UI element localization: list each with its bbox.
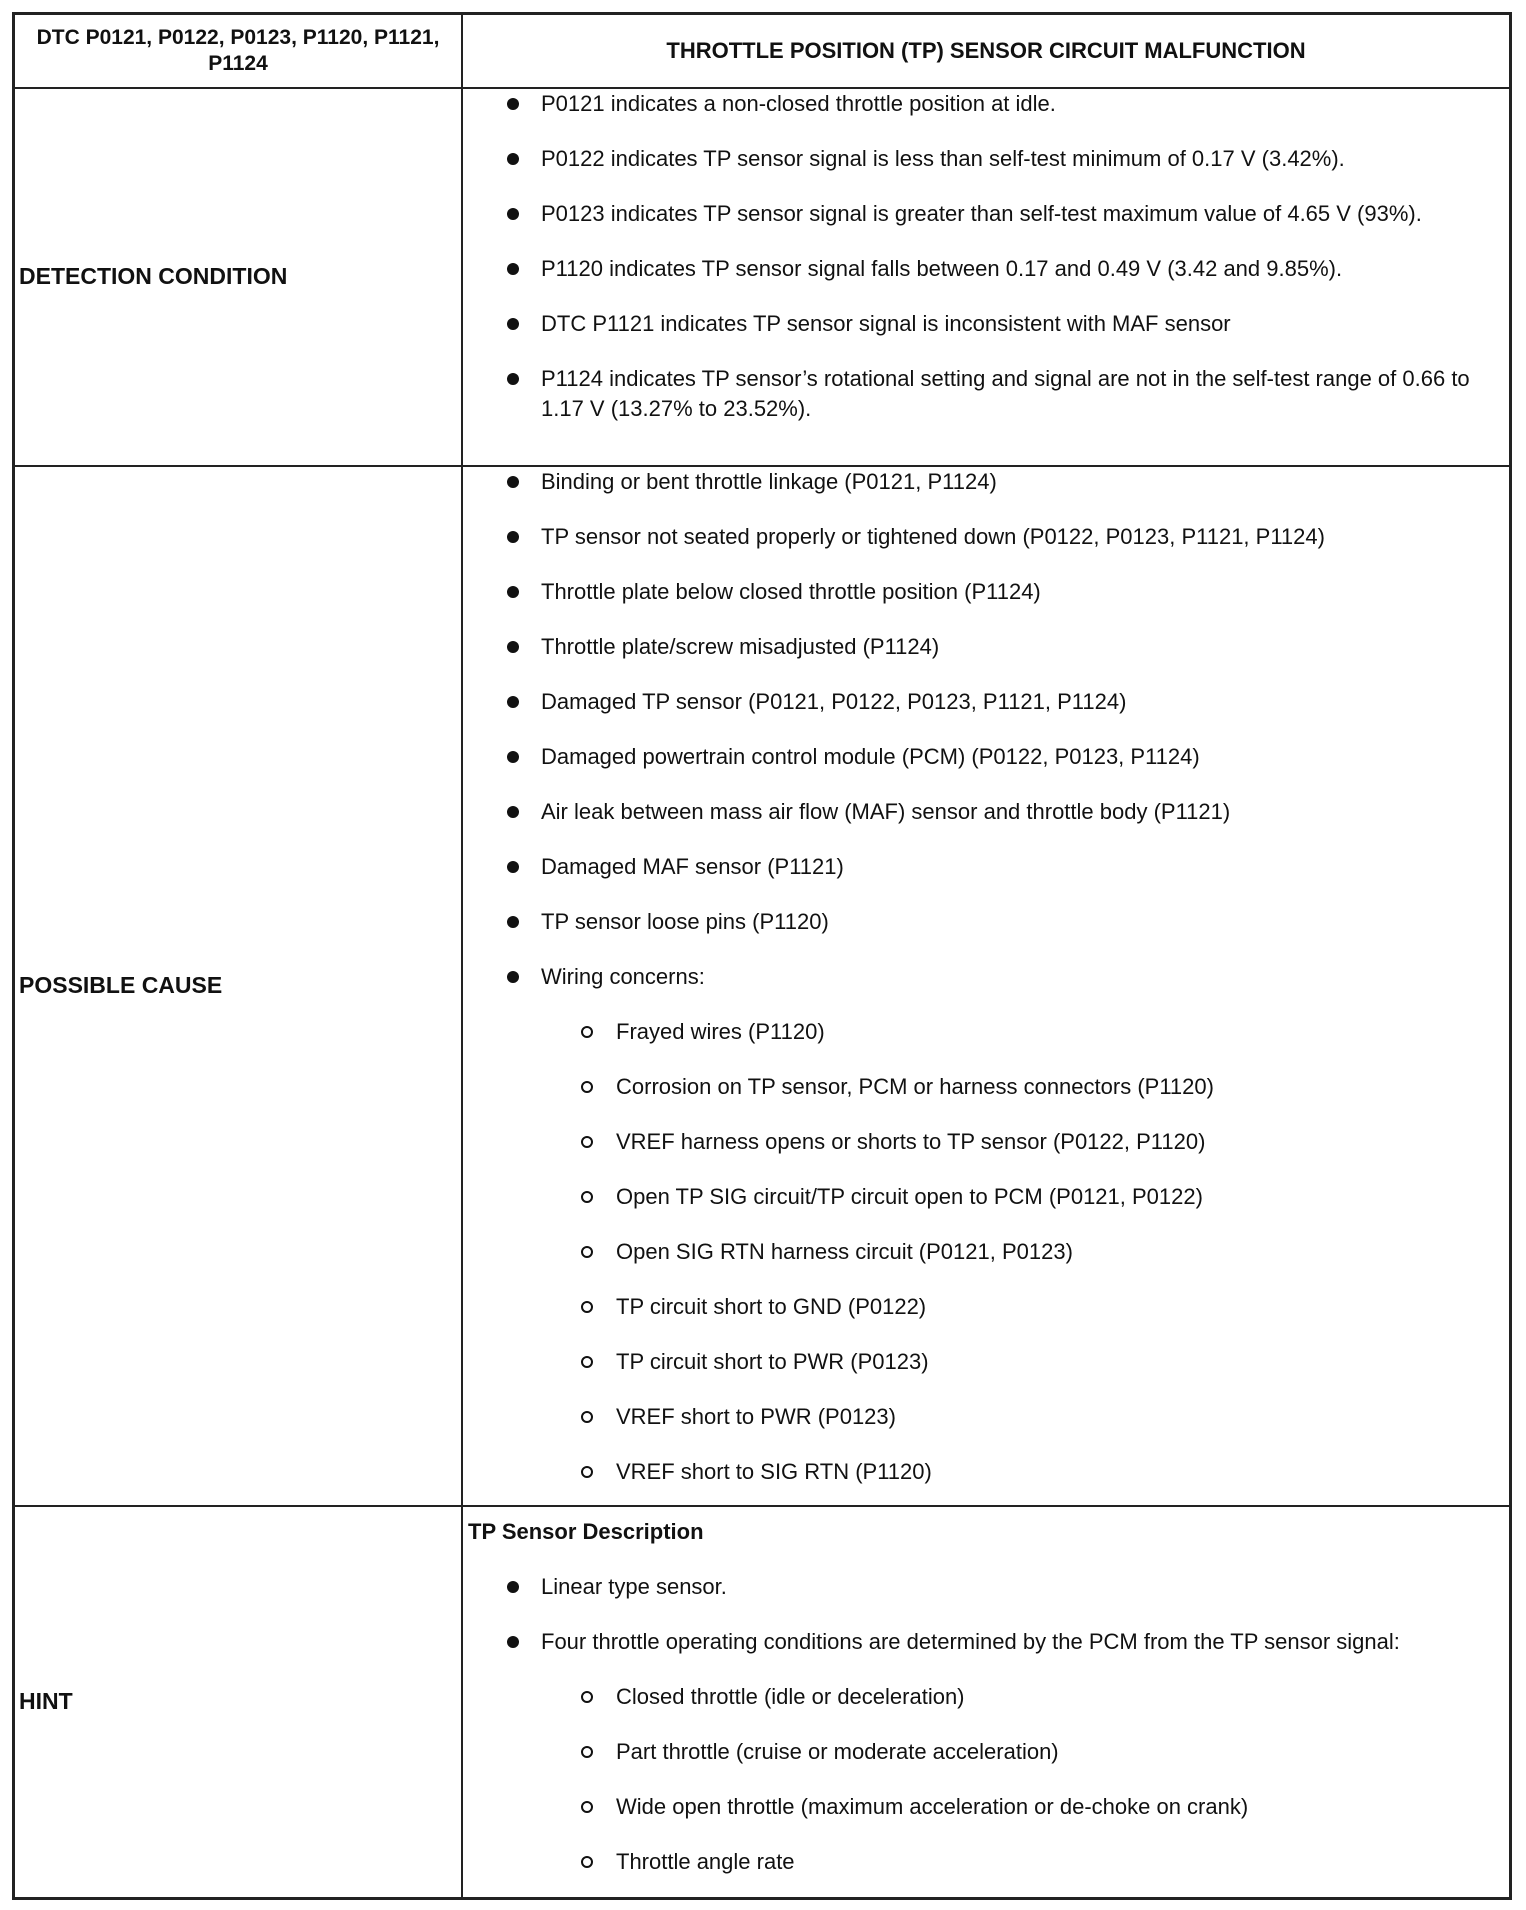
hint-content — [462, 1506, 1511, 1899]
bullet-icon — [507, 971, 519, 983]
bullet-icon — [507, 916, 519, 928]
bullet-icon — [507, 208, 519, 220]
possible-cause-content — [462, 466, 1511, 1506]
detection-label: DETECTION CONDITION — [14, 88, 463, 466]
circle-bullet-icon — [581, 1411, 593, 1423]
sub-list-item: Corrosion on TP sensor, PCM or harness connectors (P1120) — [463, 1072, 1509, 1102]
list-item: P0121 indicates a non-closed throttle position at idle. — [463, 89, 1509, 119]
header-row — [14, 14, 1511, 88]
list-item: Binding or bent throttle linkage (P0121, P1124) — [463, 467, 1509, 497]
circle-bullet-icon — [581, 1301, 593, 1313]
sub-list-item: Throttle angle rate — [463, 1847, 1509, 1877]
circle-bullet-icon — [581, 1081, 593, 1093]
possible-cause-row — [14, 466, 1511, 1506]
list-item: Damaged powertrain control module (PCM) (P0122, P0123, P1124) — [463, 742, 1509, 772]
list-item: P1120 indicates TP sensor signal falls between 0.17 and 0.49 V (3.42 and 9.85%). — [463, 254, 1509, 284]
hint-row — [14, 1506, 1511, 1899]
bullet-icon — [507, 1581, 519, 1593]
bullet-icon — [507, 318, 519, 330]
detection-content — [462, 88, 1511, 466]
hint-label: HINT — [14, 1506, 463, 1899]
list-item: Air leak between mass air flow (MAF) sensor and throttle body (P1121) — [463, 797, 1509, 827]
sub-list-item: Closed throttle (idle or deceleration) — [463, 1682, 1509, 1712]
circle-bullet-icon — [581, 1356, 593, 1368]
bullet-icon — [507, 586, 519, 598]
circle-bullet-icon — [581, 1191, 593, 1203]
circle-bullet-icon — [581, 1466, 593, 1478]
list-item: TP sensor loose pins (P1120) — [463, 907, 1509, 937]
bullet-icon — [507, 98, 519, 110]
list-item: P0122 indicates TP sensor signal is less than self-test minimum of 0.17 V (3.42%). — [463, 144, 1509, 174]
list-item: Throttle plate below closed throttle position (P1124) — [463, 577, 1509, 607]
sub-list-item: Part throttle (cruise or moderate acceleration) — [463, 1737, 1509, 1767]
bullet-icon — [507, 1636, 519, 1648]
sub-list-item: VREF short to PWR (P0123) — [463, 1402, 1509, 1432]
hint-list — [463, 1572, 1509, 1877]
circle-bullet-icon — [581, 1691, 593, 1703]
circle-bullet-icon — [581, 1856, 593, 1868]
list-item: TP sensor not seated properly or tightened down (P0122, P0123, P1121, P1124) — [463, 522, 1509, 552]
detection-row — [14, 88, 1511, 466]
list-item: Wiring concerns: — [463, 962, 1509, 992]
dtc-table — [12, 12, 1512, 1900]
sub-list-item: VREF harness opens or shorts to TP sensor (P0122, P1120) — [463, 1127, 1509, 1157]
hint-title: TP Sensor Description — [468, 1518, 704, 1544]
circle-bullet-icon — [581, 1026, 593, 1038]
bullet-icon — [507, 861, 519, 873]
circle-bullet-icon — [581, 1801, 593, 1813]
bullet-icon — [507, 531, 519, 543]
cause-list — [463, 467, 1509, 1487]
possible-cause-label: POSSIBLE CAUSE — [14, 466, 463, 1506]
bullet-icon — [507, 806, 519, 818]
sub-list-item: Wide open throttle (maximum acceleration or de-choke on crank) — [463, 1792, 1509, 1822]
list-item: Linear type sensor. — [463, 1572, 1509, 1602]
list-item: Four throttle operating conditions are determined by the PCM from the TP sensor signal: — [463, 1627, 1509, 1657]
bullet-icon — [507, 751, 519, 763]
bullet-icon — [507, 696, 519, 708]
list-item: P0123 indicates TP sensor signal is greater than self-test maximum value of 4.65 V (93%). — [463, 199, 1509, 229]
sub-list-item: TP circuit short to PWR (P0123) — [463, 1347, 1509, 1377]
detection-list — [463, 89, 1509, 424]
sub-list-item: Open TP SIG circuit/TP circuit open to PCM (P0121, P0122) — [463, 1182, 1509, 1212]
bullet-icon — [507, 476, 519, 488]
sub-list-item: Frayed wires (P1120) — [463, 1017, 1509, 1047]
bullet-icon — [507, 373, 519, 385]
dtc-codes: DTC P0121, P0122, P0123, P1120, P1121, P1124 — [14, 14, 463, 88]
bullet-icon — [507, 263, 519, 275]
list-item: Damaged MAF sensor (P1121) — [463, 852, 1509, 882]
sub-list-item: Open SIG RTN harness circuit (P0121, P0123) — [463, 1237, 1509, 1267]
sub-list-item: TP circuit short to GND (P0122) — [463, 1292, 1509, 1322]
sub-list-item: VREF short to SIG RTN (P1120) — [463, 1457, 1509, 1487]
list-item: P1124 indicates TP sensor’s rotational setting and signal are not in the self-test range of 0.66 to 1.17 V (13.27% to 23.52%). — [463, 364, 1509, 424]
list-item: Throttle plate/screw misadjusted (P1124) — [463, 632, 1509, 662]
circle-bullet-icon — [581, 1746, 593, 1758]
list-item: DTC P1121 indicates TP sensor signal is inconsistent with MAF sensor — [463, 309, 1509, 339]
page-title: THROTTLE POSITION (TP) SENSOR CIRCUIT MALFUNCTION — [462, 14, 1511, 88]
bullet-icon — [507, 641, 519, 653]
list-item: Damaged TP sensor (P0121, P0122, P0123, P1121, P1124) — [463, 687, 1509, 717]
circle-bullet-icon — [581, 1136, 593, 1148]
bullet-icon — [507, 153, 519, 165]
circle-bullet-icon — [581, 1246, 593, 1258]
